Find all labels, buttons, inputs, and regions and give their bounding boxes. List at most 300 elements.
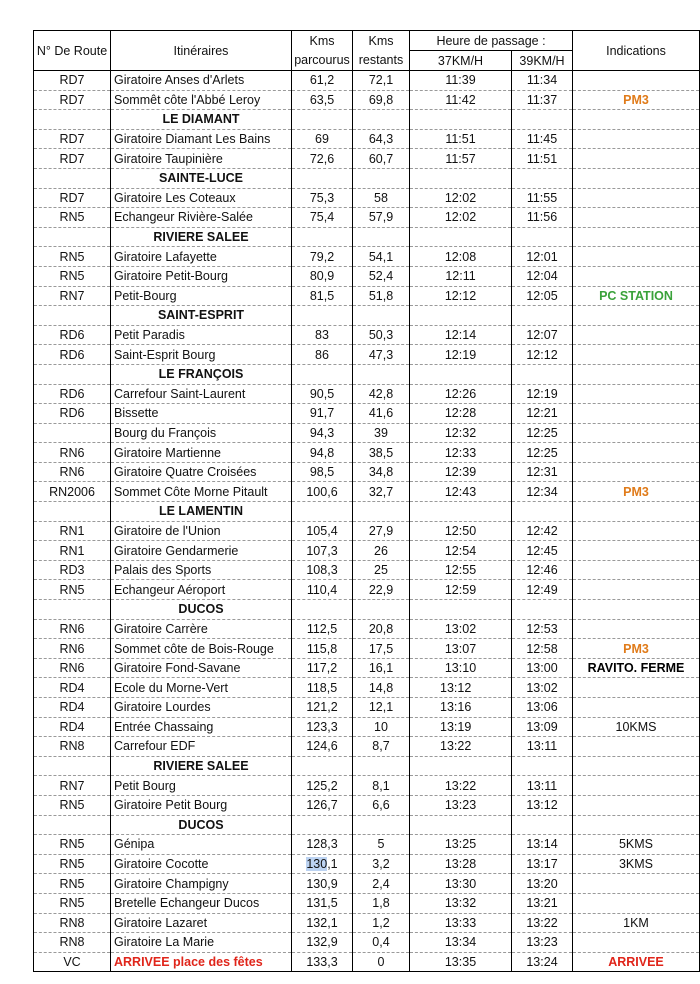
table-row bbox=[34, 71, 700, 91]
km-done: 86 bbox=[292, 345, 353, 365]
route-number: RN5 bbox=[34, 266, 111, 286]
time-39kmh: 12:07 bbox=[512, 325, 573, 345]
indication bbox=[573, 698, 700, 718]
time-37kmh: 12:55 bbox=[410, 560, 512, 580]
km-done: 126,7 bbox=[292, 795, 353, 815]
time-37kmh: 12:54 bbox=[410, 541, 512, 561]
km-done: 105,4 bbox=[292, 521, 353, 541]
km-left-cell bbox=[353, 600, 410, 620]
indication: PM3 bbox=[573, 90, 700, 110]
time-37kmh: 13:34 bbox=[410, 933, 512, 953]
route-number: RD4 bbox=[34, 717, 111, 737]
table-row bbox=[34, 639, 700, 659]
header-km-done-line1: Kms bbox=[292, 31, 353, 51]
section-title: DUCOS bbox=[111, 600, 292, 620]
time-39kmh: 13:20 bbox=[512, 874, 573, 894]
time-39-cell bbox=[512, 110, 573, 130]
route-number: RN6 bbox=[34, 619, 111, 639]
time-39-cell bbox=[512, 600, 573, 620]
km-done: 123,3 bbox=[292, 717, 353, 737]
km-done-cell bbox=[292, 815, 353, 835]
indication bbox=[573, 71, 700, 91]
time-39kmh: 13:09 bbox=[512, 717, 573, 737]
table-row bbox=[34, 129, 700, 149]
km-done-cell bbox=[292, 502, 353, 522]
time-37-cell bbox=[410, 756, 512, 776]
table-row bbox=[34, 560, 700, 580]
indication bbox=[573, 619, 700, 639]
km-left-cell bbox=[353, 815, 410, 835]
km-done: 131,5 bbox=[292, 893, 353, 913]
table-row bbox=[34, 149, 700, 169]
time-37kmh: 13:33 bbox=[410, 913, 512, 933]
km-done-cell bbox=[292, 600, 353, 620]
km-left: 3,2 bbox=[353, 854, 410, 874]
section-title: LE LAMENTIN bbox=[111, 502, 292, 522]
km-left-cell bbox=[353, 110, 410, 130]
time-39kmh: 12:31 bbox=[512, 462, 573, 482]
header-itinerary: Itinéraires bbox=[111, 31, 292, 71]
table-row bbox=[34, 286, 700, 306]
time-39kmh: 12:04 bbox=[512, 266, 573, 286]
km-left: 47,3 bbox=[353, 345, 410, 365]
km-left: 1,2 bbox=[353, 913, 410, 933]
km-done: 98,5 bbox=[292, 462, 353, 482]
itinerary-name: Giratoire Carrère bbox=[111, 619, 292, 639]
km-done: 117,2 bbox=[292, 658, 353, 678]
km-left: 26 bbox=[353, 541, 410, 561]
route-number: RN7 bbox=[34, 286, 111, 306]
km-left: 34,8 bbox=[353, 462, 410, 482]
time-37kmh: 11:51 bbox=[410, 129, 512, 149]
km-done: 121,2 bbox=[292, 698, 353, 718]
km-done: 108,3 bbox=[292, 560, 353, 580]
time-39-cell bbox=[512, 756, 573, 776]
route-number: RN1 bbox=[34, 521, 111, 541]
km-left-cell bbox=[353, 227, 410, 247]
indication: 5KMS bbox=[573, 835, 700, 855]
section-title: SAINT-ESPRIT bbox=[111, 306, 292, 326]
selection-highlight: 130 bbox=[306, 857, 328, 872]
route-cell bbox=[34, 227, 111, 247]
time-39kmh: 12:25 bbox=[512, 423, 573, 443]
km-left: 16,1 bbox=[353, 658, 410, 678]
section-row bbox=[34, 227, 700, 247]
time-37-cell bbox=[410, 306, 512, 326]
km-left: 25 bbox=[353, 560, 410, 580]
itinerary-name: Ecole du Morne-Vert bbox=[111, 678, 292, 698]
time-39kmh: 13:14 bbox=[512, 835, 573, 855]
table-row bbox=[34, 913, 700, 933]
route-number: RN5 bbox=[34, 874, 111, 894]
km-left-cell bbox=[353, 306, 410, 326]
table-row bbox=[34, 266, 700, 286]
time-37-cell bbox=[410, 364, 512, 384]
section-row bbox=[34, 306, 700, 326]
indication: PM3 bbox=[573, 639, 700, 659]
itinerary-name: Giratoire Lourdes bbox=[111, 698, 292, 718]
route-number: RN5 bbox=[34, 208, 111, 228]
km-done: 75,4 bbox=[292, 208, 353, 228]
time-39kmh: 12:42 bbox=[512, 521, 573, 541]
indication bbox=[573, 149, 700, 169]
km-done: 69 bbox=[292, 129, 353, 149]
indication bbox=[573, 678, 700, 698]
route-cell bbox=[34, 756, 111, 776]
time-39kmh: 12:34 bbox=[512, 482, 573, 502]
itinerary-name: Giratoire Petit Bourg bbox=[111, 795, 292, 815]
time-39kmh: 12:58 bbox=[512, 639, 573, 659]
route-number: RD4 bbox=[34, 678, 111, 698]
table-row bbox=[34, 952, 700, 972]
itinerary-name: Giratoire Anses d'Arlets bbox=[111, 71, 292, 91]
km-done: 125,2 bbox=[292, 776, 353, 796]
indication-cell bbox=[573, 502, 700, 522]
indication: 10KMS bbox=[573, 717, 700, 737]
table-row bbox=[34, 443, 700, 463]
time-37kmh: 13:35 bbox=[410, 952, 512, 972]
indication bbox=[573, 129, 700, 149]
time-39-cell bbox=[512, 168, 573, 188]
table-row bbox=[34, 208, 700, 228]
km-left: 41,6 bbox=[353, 404, 410, 424]
header-km-left-line2: restants bbox=[353, 51, 410, 71]
time-39kmh: 12:19 bbox=[512, 384, 573, 404]
table-row bbox=[34, 325, 700, 345]
time-39kmh: 12:21 bbox=[512, 404, 573, 424]
km-done: 118,5 bbox=[292, 678, 353, 698]
route-number: RN8 bbox=[34, 913, 111, 933]
indication bbox=[573, 266, 700, 286]
table-row bbox=[34, 933, 700, 953]
km-left: 60,7 bbox=[353, 149, 410, 169]
time-37kmh: 13:12 bbox=[410, 678, 512, 698]
table-row bbox=[34, 776, 700, 796]
route-number: RN1 bbox=[34, 541, 111, 561]
km-done: 81,5 bbox=[292, 286, 353, 306]
itinerary-name: Giratoire Lazaret bbox=[111, 913, 292, 933]
indication bbox=[573, 462, 700, 482]
indication: ARRIVEE bbox=[573, 952, 700, 972]
route-number: RD7 bbox=[34, 71, 111, 91]
time-39-cell bbox=[512, 815, 573, 835]
header-indications: Indications bbox=[573, 31, 700, 71]
km-done: 112,5 bbox=[292, 619, 353, 639]
section-row bbox=[34, 110, 700, 130]
route-cell bbox=[34, 168, 111, 188]
km-done-cell bbox=[292, 364, 353, 384]
route-number: RD7 bbox=[34, 188, 111, 208]
km-done: 107,3 bbox=[292, 541, 353, 561]
time-39kmh: 12:01 bbox=[512, 247, 573, 267]
km-left: 12,1 bbox=[353, 698, 410, 718]
km-done: 115,8 bbox=[292, 639, 353, 659]
km-left: 50,3 bbox=[353, 325, 410, 345]
indication-cell bbox=[573, 756, 700, 776]
itinerary-name: Giratoire Quatre Croisées bbox=[111, 462, 292, 482]
route-number: RD6 bbox=[34, 345, 111, 365]
km-done-cell bbox=[292, 306, 353, 326]
indication bbox=[573, 795, 700, 815]
route-number: VC bbox=[34, 952, 111, 972]
time-39kmh: 11:56 bbox=[512, 208, 573, 228]
time-39kmh: 11:37 bbox=[512, 90, 573, 110]
indication bbox=[573, 384, 700, 404]
indication bbox=[573, 404, 700, 424]
indication: 3KMS bbox=[573, 854, 700, 874]
time-37kmh: 13:23 bbox=[410, 795, 512, 815]
km-left: 8,1 bbox=[353, 776, 410, 796]
time-37kmh: 12:11 bbox=[410, 266, 512, 286]
table-row bbox=[34, 90, 700, 110]
indication bbox=[573, 188, 700, 208]
table-row bbox=[34, 893, 700, 913]
time-39kmh: 11:34 bbox=[512, 71, 573, 91]
table-row bbox=[34, 423, 700, 443]
route-number: RN6 bbox=[34, 639, 111, 659]
km-done: 130,9 bbox=[292, 874, 353, 894]
km-done: 83 bbox=[292, 325, 353, 345]
indication bbox=[573, 560, 700, 580]
table-row bbox=[34, 874, 700, 894]
table-row bbox=[34, 188, 700, 208]
km-left: 72,1 bbox=[353, 71, 410, 91]
route-cell bbox=[34, 364, 111, 384]
time-37kmh: 12:32 bbox=[410, 423, 512, 443]
km-left: 20,8 bbox=[353, 619, 410, 639]
section-title: DUCOS bbox=[111, 815, 292, 835]
section-title: LE FRANÇOIS bbox=[111, 364, 292, 384]
route-number: RN6 bbox=[34, 462, 111, 482]
km-left: 38,5 bbox=[353, 443, 410, 463]
km-left: 5 bbox=[353, 835, 410, 855]
header-route: N° De Route bbox=[34, 31, 111, 71]
km-done bbox=[292, 854, 353, 874]
route-number: RD6 bbox=[34, 325, 111, 345]
km-left: 54,1 bbox=[353, 247, 410, 267]
km-done-cell bbox=[292, 168, 353, 188]
indication: PM3 bbox=[573, 482, 700, 502]
km-done-rest: ,1 bbox=[327, 857, 338, 872]
km-done: 133,3 bbox=[292, 952, 353, 972]
itinerary-name: Sommêt côte l'Abbé Leroy bbox=[111, 90, 292, 110]
time-39kmh: 13:24 bbox=[512, 952, 573, 972]
indication: 1KM bbox=[573, 913, 700, 933]
itinerary-name: Giratoire Taupinière bbox=[111, 149, 292, 169]
indication bbox=[573, 423, 700, 443]
section-title: RIVIERE SALEE bbox=[111, 756, 292, 776]
route-number: RN2006 bbox=[34, 482, 111, 502]
itinerary-name: Saint-Esprit Bourg bbox=[111, 345, 292, 365]
table-row bbox=[34, 482, 700, 502]
km-done: 63,5 bbox=[292, 90, 353, 110]
header-row-1 bbox=[34, 31, 700, 51]
time-39kmh: 11:51 bbox=[512, 149, 573, 169]
km-left: 52,4 bbox=[353, 266, 410, 286]
itinerary-name: Bissette bbox=[111, 404, 292, 424]
itinerary-name: Entrée Chassaing bbox=[111, 717, 292, 737]
time-39kmh: 13:22 bbox=[512, 913, 573, 933]
route-cell bbox=[34, 110, 111, 130]
indication-cell bbox=[573, 815, 700, 835]
km-done: 80,9 bbox=[292, 266, 353, 286]
time-37kmh: 13:32 bbox=[410, 893, 512, 913]
km-left: 0,4 bbox=[353, 933, 410, 953]
indication: RAVITO. FERME bbox=[573, 658, 700, 678]
route-number: RN6 bbox=[34, 443, 111, 463]
route-cell bbox=[34, 306, 111, 326]
km-left: 42,8 bbox=[353, 384, 410, 404]
km-left: 51,8 bbox=[353, 286, 410, 306]
time-39kmh: 13:00 bbox=[512, 658, 573, 678]
table-row bbox=[34, 521, 700, 541]
itinerary-name: Bretelle Echangeur Ducos bbox=[111, 893, 292, 913]
table-row bbox=[34, 247, 700, 267]
km-done: 91,7 bbox=[292, 404, 353, 424]
table-row bbox=[34, 541, 700, 561]
route-number: RN5 bbox=[34, 795, 111, 815]
km-done: 124,6 bbox=[292, 737, 353, 757]
km-done: 72,6 bbox=[292, 149, 353, 169]
km-done: 132,9 bbox=[292, 933, 353, 953]
time-37kmh: 12:14 bbox=[410, 325, 512, 345]
section-row bbox=[34, 600, 700, 620]
km-left: 17,5 bbox=[353, 639, 410, 659]
time-37kmh: 13:25 bbox=[410, 835, 512, 855]
itinerary-name: Carrefour EDF bbox=[111, 737, 292, 757]
km-left: 27,9 bbox=[353, 521, 410, 541]
header-speed-37: 37KM/H bbox=[410, 51, 512, 71]
route-number: RN5 bbox=[34, 835, 111, 855]
route-number: RN5 bbox=[34, 893, 111, 913]
time-37kmh: 13:10 bbox=[410, 658, 512, 678]
time-37kmh: 13:02 bbox=[410, 619, 512, 639]
itinerary-name: Giratoire Les Coteaux bbox=[111, 188, 292, 208]
km-left: 8,7 bbox=[353, 737, 410, 757]
indication-cell bbox=[573, 227, 700, 247]
km-done: 94,8 bbox=[292, 443, 353, 463]
time-39kmh: 12:05 bbox=[512, 286, 573, 306]
itinerary-name: Giratoire de l'Union bbox=[111, 521, 292, 541]
route-number: RD7 bbox=[34, 90, 111, 110]
section-row bbox=[34, 168, 700, 188]
time-39kmh: 12:45 bbox=[512, 541, 573, 561]
km-done: 75,3 bbox=[292, 188, 353, 208]
time-39kmh: 13:11 bbox=[512, 737, 573, 757]
time-39-cell bbox=[512, 306, 573, 326]
indication bbox=[573, 247, 700, 267]
km-done: 128,3 bbox=[292, 835, 353, 855]
time-37-cell bbox=[410, 168, 512, 188]
km-done: 90,5 bbox=[292, 384, 353, 404]
route-number: RD4 bbox=[34, 698, 111, 718]
indication bbox=[573, 893, 700, 913]
km-left: 57,9 bbox=[353, 208, 410, 228]
km-done: 100,6 bbox=[292, 482, 353, 502]
itinerary-name: Giratoire Champigny bbox=[111, 874, 292, 894]
indication bbox=[573, 541, 700, 561]
section-title: SAINTE-LUCE bbox=[111, 168, 292, 188]
table-row bbox=[34, 717, 700, 737]
itinerary-name: Giratoire Martienne bbox=[111, 443, 292, 463]
time-37kmh: 11:39 bbox=[410, 71, 512, 91]
route-cell bbox=[34, 815, 111, 835]
time-37kmh: 12:08 bbox=[410, 247, 512, 267]
km-left: 69,8 bbox=[353, 90, 410, 110]
time-37kmh: 12:28 bbox=[410, 404, 512, 424]
km-left-cell bbox=[353, 168, 410, 188]
indication: PC STATION bbox=[573, 286, 700, 306]
table-row bbox=[34, 658, 700, 678]
indication-cell bbox=[573, 364, 700, 384]
route-number: RD6 bbox=[34, 404, 111, 424]
time-37-cell bbox=[410, 815, 512, 835]
km-done: 61,2 bbox=[292, 71, 353, 91]
time-39kmh: 13:21 bbox=[512, 893, 573, 913]
indication bbox=[573, 345, 700, 365]
table-row bbox=[34, 404, 700, 424]
itinerary-name: Echangeur Aéroport bbox=[111, 580, 292, 600]
section-row bbox=[34, 815, 700, 835]
indication bbox=[573, 208, 700, 228]
indication bbox=[573, 325, 700, 345]
time-39-cell bbox=[512, 364, 573, 384]
itinerary-name: Giratoire La Marie bbox=[111, 933, 292, 953]
time-37-cell bbox=[410, 110, 512, 130]
indication-cell bbox=[573, 168, 700, 188]
route-number: RD7 bbox=[34, 129, 111, 149]
route-number: RN8 bbox=[34, 933, 111, 953]
time-39kmh: 12:49 bbox=[512, 580, 573, 600]
table-row bbox=[34, 795, 700, 815]
time-37kmh: 12:59 bbox=[410, 580, 512, 600]
section-row bbox=[34, 364, 700, 384]
itinerary-name: Sommet côte de Bois-Rouge bbox=[111, 639, 292, 659]
km-done: 110,4 bbox=[292, 580, 353, 600]
time-37kmh: 12:02 bbox=[410, 188, 512, 208]
time-39kmh: 11:45 bbox=[512, 129, 573, 149]
indication bbox=[573, 580, 700, 600]
time-37kmh: 13:07 bbox=[410, 639, 512, 659]
itinerary-name: Petit Paradis bbox=[111, 325, 292, 345]
time-39kmh: 13:02 bbox=[512, 678, 573, 698]
section-row bbox=[34, 756, 700, 776]
table-row bbox=[34, 678, 700, 698]
time-37kmh: 11:42 bbox=[410, 90, 512, 110]
section-row bbox=[34, 502, 700, 522]
time-39kmh: 13:12 bbox=[512, 795, 573, 815]
itinerary-name: Bourg du François bbox=[111, 423, 292, 443]
km-left: 10 bbox=[353, 717, 410, 737]
route-number: RN5 bbox=[34, 580, 111, 600]
km-left: 0 bbox=[353, 952, 410, 972]
route-number: RN5 bbox=[34, 854, 111, 874]
route-table-body bbox=[34, 31, 700, 972]
indication-cell bbox=[573, 110, 700, 130]
itinerary-name: Echangeur Rivière-Salée bbox=[111, 208, 292, 228]
time-37-cell bbox=[410, 227, 512, 247]
time-39kmh: 13:17 bbox=[512, 854, 573, 874]
route-table bbox=[33, 30, 700, 972]
time-37kmh: 13:16 bbox=[410, 698, 512, 718]
indication bbox=[573, 521, 700, 541]
itinerary-name: Palais des Sports bbox=[111, 560, 292, 580]
route-cell bbox=[34, 600, 111, 620]
km-left: 22,9 bbox=[353, 580, 410, 600]
itinerary-name: Giratoire Gendarmerie bbox=[111, 541, 292, 561]
time-39kmh: 13:11 bbox=[512, 776, 573, 796]
itinerary-name: Giratoire Petit-Bourg bbox=[111, 266, 292, 286]
